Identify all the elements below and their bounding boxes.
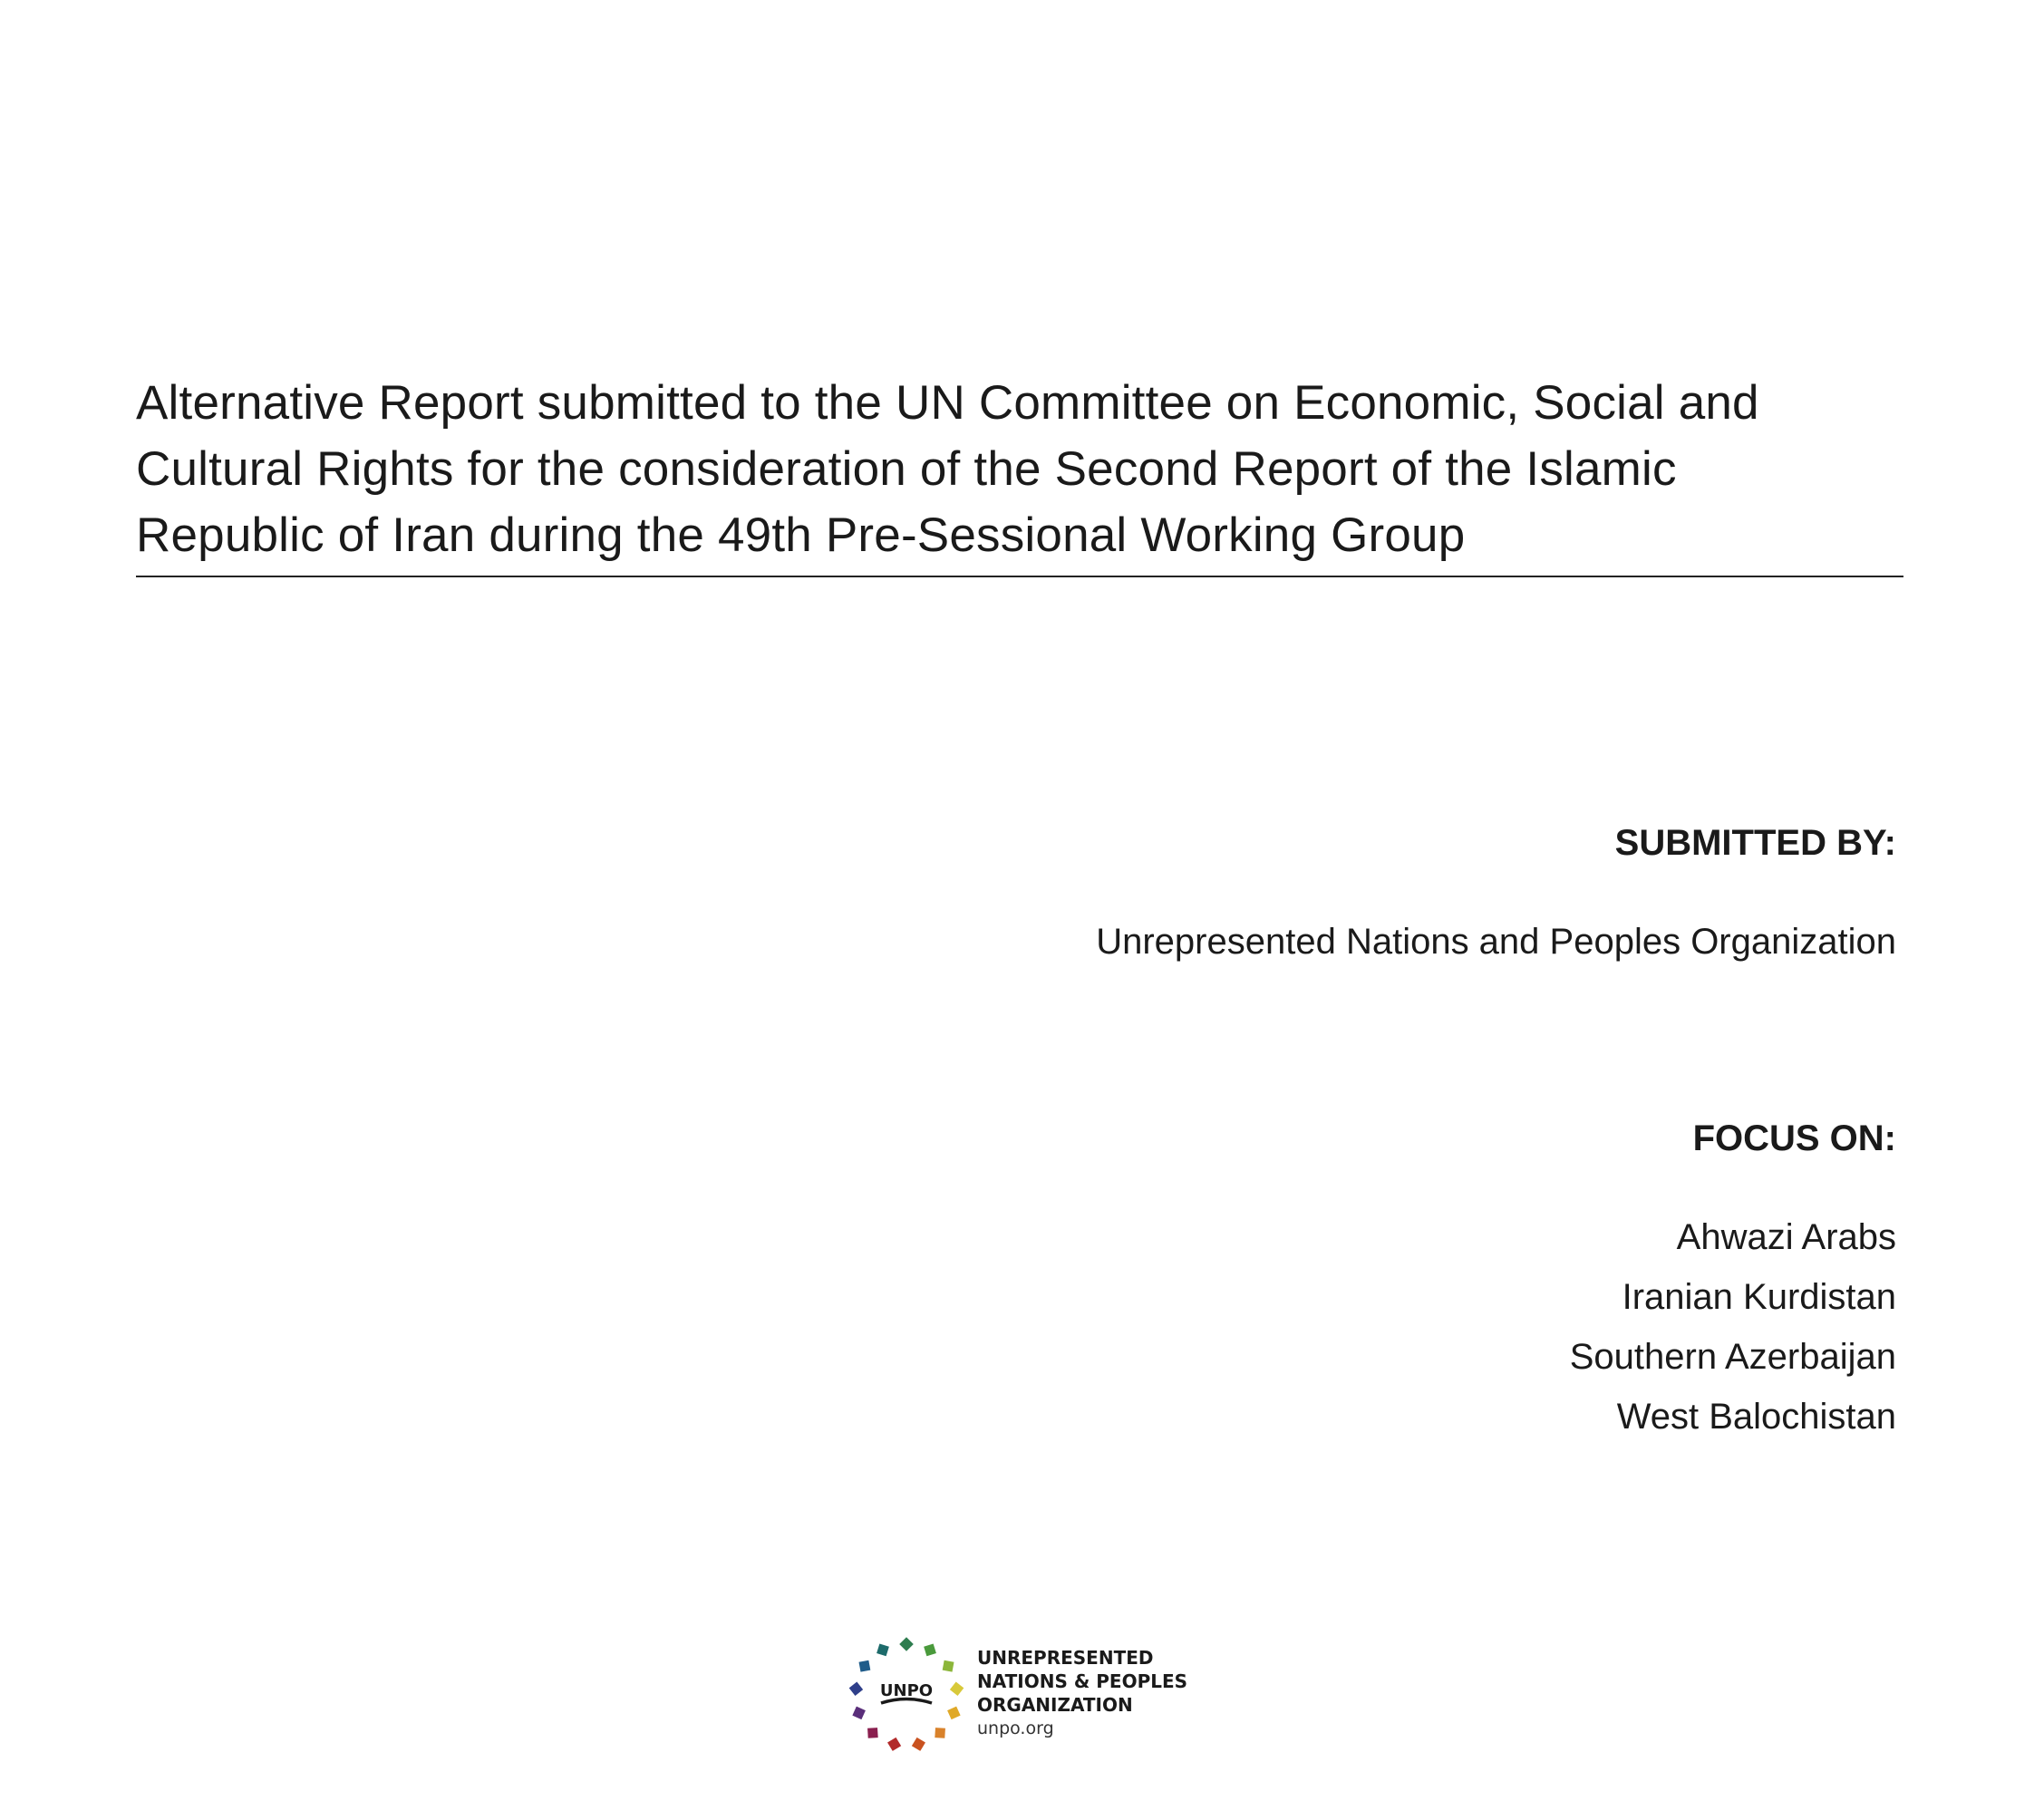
- logo-ring-segment: [935, 1728, 945, 1738]
- logo-ring-segment: [887, 1738, 901, 1751]
- unpo-ring-icon: [843, 1631, 970, 1758]
- focus-on-label: FOCUS ON:: [1692, 1118, 1896, 1158]
- logo-name-line: UNREPRESENTED: [977, 1647, 1154, 1669]
- logo-ring-segment: [859, 1660, 871, 1672]
- logo-ring-segment: [852, 1707, 866, 1720]
- logo-ring-segment: [947, 1707, 961, 1720]
- logo-wordmark: [977, 1646, 1187, 1740]
- title-line-3: Republic of Iran during the 49th Pre-Sessional Working Group: [136, 508, 1466, 562]
- logo-ring-segment: [924, 1644, 936, 1657]
- focus-item: West Balochistan: [1616, 1397, 1896, 1437]
- logo-ring-segment: [950, 1682, 964, 1696]
- unpo-logo: [843, 1631, 1206, 1758]
- logo-ring-segment: [899, 1637, 914, 1651]
- focus-item: Iranian Kurdistan: [1622, 1277, 1896, 1317]
- title-line-1: Alternative Report submitted to the UN Committee on Economic, Social and: [136, 376, 1759, 430]
- focus-list: [1570, 1207, 1896, 1447]
- title-line-2: Cultural Rights for the consideration of the Second Report of the Islamic: [136, 442, 1677, 496]
- logo-name-line: ORGANIZATION: [977, 1694, 1133, 1716]
- submitted-by-label: SUBMITTED BY:: [1614, 823, 1896, 863]
- logo-ring-segment: [867, 1728, 878, 1738]
- focus-item: Southern Azerbaijan: [1569, 1337, 1896, 1377]
- logo-ring-segment: [943, 1660, 954, 1672]
- logo-url: unpo.org: [977, 1718, 1054, 1738]
- focus-item: Ahwazi Arabs: [1676, 1217, 1896, 1257]
- logo-ring-segment: [912, 1738, 925, 1751]
- document-title: [136, 370, 1903, 577]
- unpo-mark-text: UNPO: [879, 1681, 934, 1700]
- logo-ring-segment: [849, 1682, 863, 1696]
- logo-name-line: NATIONS & PEOPLES: [977, 1670, 1188, 1692]
- logo-ring-segment: [877, 1644, 889, 1657]
- submitting-organization: Unrepresented Nations and Peoples Organization: [1096, 922, 1896, 962]
